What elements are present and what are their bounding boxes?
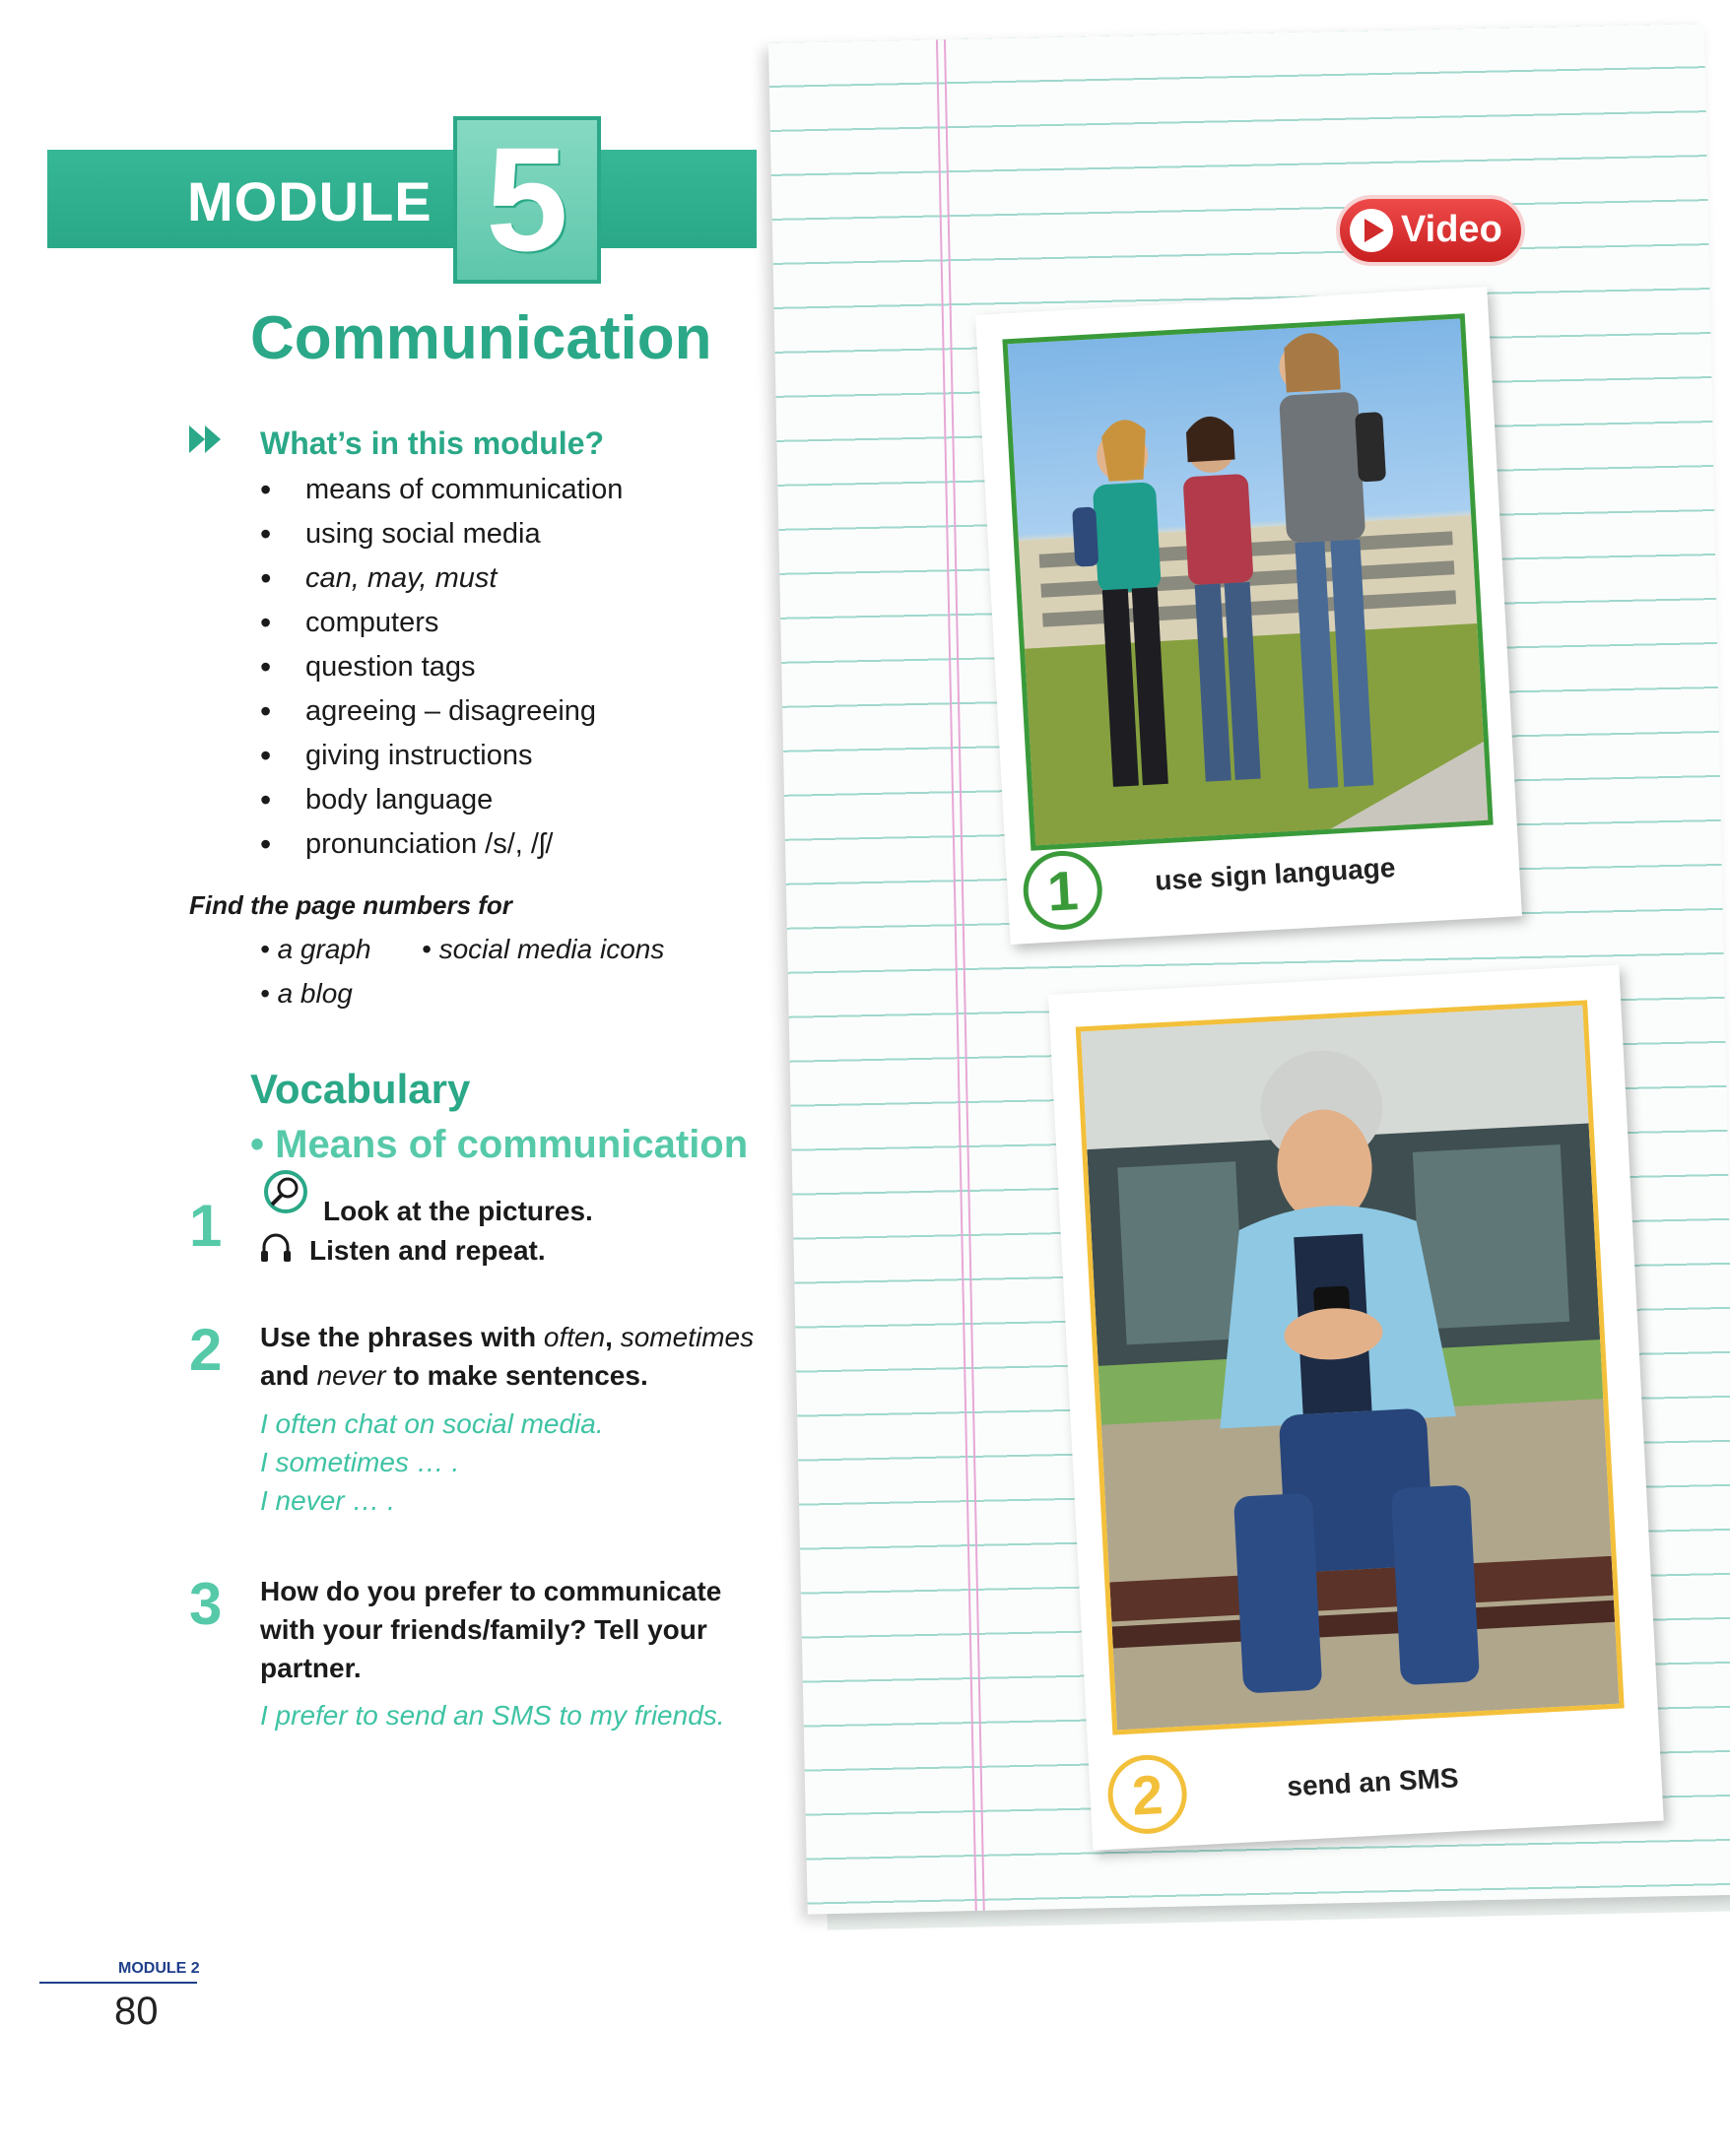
list-item: • using social media — [260, 512, 623, 556]
exercise-1-line1: Look at the pictures. — [323, 1196, 593, 1226]
exercise-number: 2 — [189, 1317, 223, 1383]
module-number: 5 — [486, 116, 568, 282]
exercise-2-line1: Use the phrases with often, sometimes — [260, 1322, 755, 1352]
page-number: 80 — [114, 1990, 159, 2033]
exercise-number: 1 — [189, 1193, 223, 1259]
list-item: • body language — [260, 778, 623, 822]
exercise-number: 3 — [189, 1571, 223, 1637]
exercise-3-line1: How do you prefer to communicate — [260, 1576, 722, 1606]
contents-list — [260, 468, 623, 867]
exercise-3-example: I prefer to send an SMS to my friends. — [260, 1700, 725, 1731]
vocabulary-subheading: • Means of communication — [250, 1123, 749, 1166]
list-item: • means of communication — [260, 468, 623, 512]
list-item: • computers — [260, 601, 623, 645]
video-button[interactable] — [1336, 195, 1525, 266]
play-icon — [1350, 209, 1393, 252]
exercise-2-line2: and never to make sentences. — [260, 1360, 648, 1391]
fast-forward-icon — [189, 425, 225, 461]
page-title: Communication — [250, 304, 712, 372]
photo-sign-language — [1002, 313, 1493, 850]
module-number-box — [453, 116, 601, 284]
exercise-3-line3: partner. — [260, 1653, 362, 1683]
contents-heading: What’s in this module? — [260, 425, 605, 461]
photo-number-badge: 2 — [1106, 1753, 1189, 1836]
exercise-3-line2: with your friends/family? Tell your — [260, 1614, 707, 1645]
photo-caption: use sign language — [1154, 852, 1397, 896]
headphones-icon — [258, 1231, 294, 1267]
find-item: • a graph — [260, 934, 371, 964]
list-item: • giving instructions — [260, 734, 623, 778]
list-item: • question tags — [260, 645, 623, 689]
list-item: • pronunciation /s/, /ʃ/ — [260, 822, 623, 867]
find-item: • social media icons — [422, 934, 665, 964]
footer-module-label: MODULE 2 — [118, 1960, 200, 1977]
photo-send-sms — [1076, 1000, 1625, 1734]
footer-divider — [39, 1982, 197, 1984]
list-item: • agreeing – disagreeing — [260, 689, 623, 734]
list-item: • can, may, must — [260, 556, 623, 601]
find-heading: Find the page numbers for — [189, 890, 512, 920]
vocabulary-heading: Vocabulary — [250, 1066, 471, 1112]
exercise-2-example: I often chat on social media. — [260, 1408, 604, 1439]
photo-number-badge: 1 — [1022, 849, 1104, 932]
exercise-2-example: I never … . — [260, 1485, 395, 1516]
paper-margin-line — [936, 39, 977, 1911]
photo-card-1 — [975, 287, 1522, 945]
module-label: MODULE — [187, 170, 432, 232]
exercise-2-example: I sometimes … . — [260, 1447, 460, 1477]
photo-card-2 — [1048, 965, 1664, 1851]
photo-caption: send an SMS — [1286, 1762, 1460, 1802]
magnifier-icon — [258, 1170, 309, 1217]
find-item: • a blog — [260, 978, 353, 1009]
video-label: Video — [1401, 209, 1502, 250]
exercise-1-line2: Listen and repeat. — [309, 1235, 546, 1266]
